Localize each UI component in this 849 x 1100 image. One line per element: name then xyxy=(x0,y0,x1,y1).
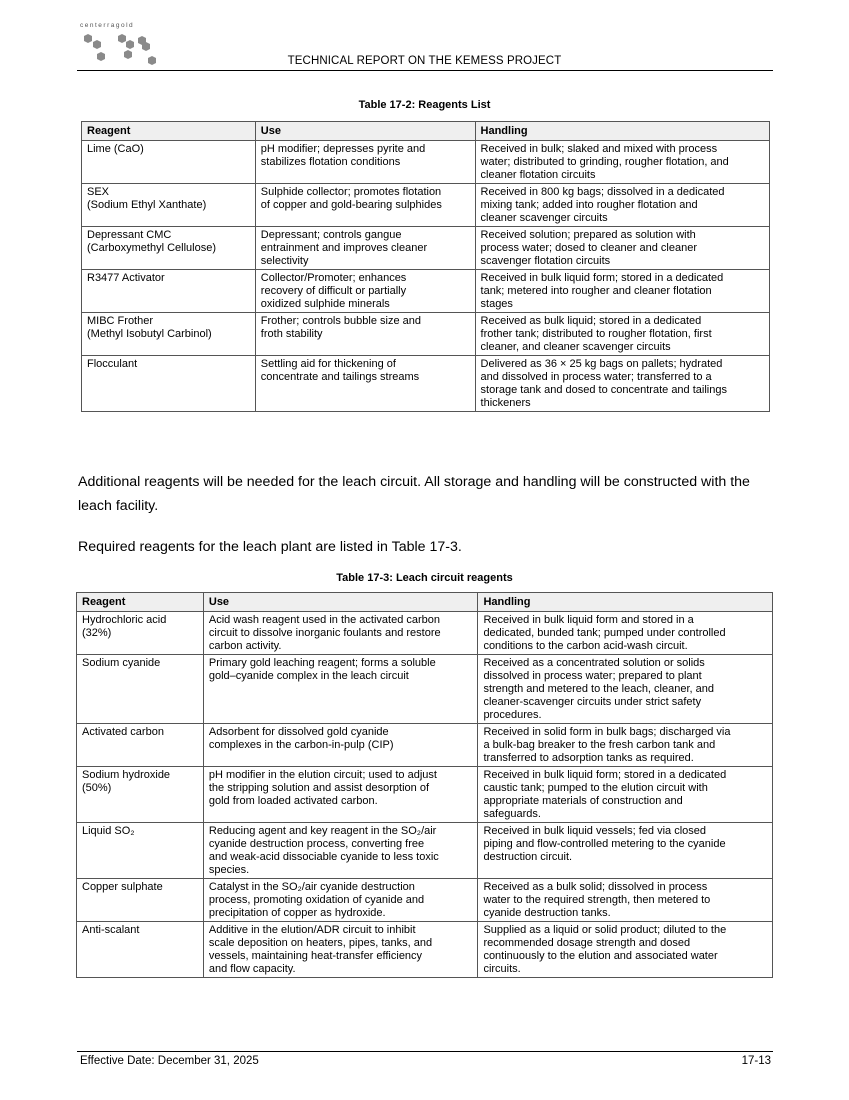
cell-line: water to the required strength, then metered to xyxy=(483,894,711,906)
cell-line: the stripping solution and assist desorption of xyxy=(208,782,430,794)
cell-handling xyxy=(475,270,769,313)
cell-line: Hydrochloric acid xyxy=(82,614,167,626)
cell-line: process, promoting oxidation of cyanide and xyxy=(208,894,425,906)
cell-line: carbon activity. xyxy=(208,640,282,652)
cell-line: recommended dosage strength and dosed xyxy=(483,937,691,949)
leach-reagents-body xyxy=(77,612,773,978)
cell-line: Received in solid form in bulk bags; discharged via xyxy=(483,726,731,738)
cell-line: safeguards. xyxy=(483,808,541,820)
cell-line: Copper sulphate xyxy=(82,881,163,893)
cell-handling xyxy=(475,356,769,412)
cell-line: Received in bulk; slaked and mixed with process xyxy=(480,143,718,155)
column-header-handling: Handling xyxy=(478,593,773,612)
cell-reagent xyxy=(82,227,256,270)
cell-reagent xyxy=(77,612,204,655)
column-header-handling: Handling xyxy=(475,122,769,141)
table-caption-reagents-list: Table 17-2: Reagents List xyxy=(358,99,491,111)
cell-line: Received solution; prepared as solution with xyxy=(480,229,696,241)
column-header-reagent: Reagent xyxy=(77,593,204,612)
table-row xyxy=(77,655,773,724)
footer-divider xyxy=(77,1051,773,1052)
cell-line: continuously to the elution and associated water xyxy=(483,950,718,962)
cell-line: pH modifier; depresses pyrite and xyxy=(260,143,426,155)
table-row xyxy=(77,879,773,922)
cell-handling xyxy=(478,612,773,655)
cell-use xyxy=(255,184,475,227)
cell-line: froth stability xyxy=(260,328,323,340)
cell-line: circuit to dissolve inorganic foulants and restore xyxy=(208,627,441,639)
cell-line: Catalyst in the SO₂/air cyanide destruction xyxy=(208,881,415,893)
cell-line: SEX xyxy=(87,186,110,198)
column-header-reagent: Reagent xyxy=(82,122,256,141)
cell-handling xyxy=(475,313,769,356)
cell-line: Sodium cyanide xyxy=(82,657,161,669)
cell-line: stages xyxy=(480,298,513,310)
cell-line: Activated carbon xyxy=(82,726,164,738)
column-header-use: Use xyxy=(255,122,475,141)
table-row xyxy=(77,612,773,655)
table-row xyxy=(77,823,773,879)
cell-use xyxy=(255,356,475,412)
logo-wordmark: centerragold xyxy=(80,22,135,29)
cell-handling xyxy=(475,184,769,227)
cell-line: cleaner flotation circuits xyxy=(480,169,596,181)
cell-line: Sodium hydroxide xyxy=(82,769,171,781)
cell-handling xyxy=(478,767,773,823)
cell-line: Received as bulk liquid; stored in a dedicated xyxy=(480,315,702,327)
cell-line: Liquid SO₂ xyxy=(82,825,135,837)
cell-line: Acid wash reagent used in the activated carbon xyxy=(208,614,441,626)
table-row xyxy=(82,227,770,270)
cell-line: procedures. xyxy=(483,709,542,721)
cell-line: Additive in the elution/ADR circuit to inhibit xyxy=(208,924,416,936)
cell-line: (Carboxymethyl Cellulose) xyxy=(87,242,216,254)
cell-line: Collector/Promoter; enhances xyxy=(260,272,407,284)
cell-line: destruction circuit. xyxy=(483,851,573,863)
cell-line: (Sodium Ethyl Xanthate) xyxy=(87,199,207,211)
cell-line: Received in bulk liquid form; stored in a dedicated xyxy=(480,272,724,284)
cell-line: thickeners xyxy=(480,397,531,409)
cell-use xyxy=(203,922,478,978)
paragraph-required-reagents: Required reagents for the leach plant are listed in Table 17-3. xyxy=(78,539,462,555)
cell-line: and weak-acid dissociable cyanide to less toxic xyxy=(208,851,439,863)
cell-line: precipitation of copper as hydroxide. xyxy=(208,907,386,919)
table-row xyxy=(82,141,770,184)
cell-line: complexes in the carbon-in-pulp (CIP) xyxy=(208,739,394,751)
cell-line: cleaner-scavenger circuits under strict safety xyxy=(483,696,702,708)
cell-line: entrainment and improves cleaner xyxy=(260,242,428,254)
table-row xyxy=(82,356,770,412)
cell-line: Frother; controls bubble size and xyxy=(260,315,421,327)
cell-line: concentrate and tailings streams xyxy=(260,371,420,383)
cell-line: Received as a concentrated solution or solids xyxy=(483,657,705,669)
cell-line: process water; dosed to cleaner and cleaner xyxy=(480,242,697,254)
cell-use xyxy=(203,767,478,823)
cell-use xyxy=(203,655,478,724)
table-row xyxy=(82,184,770,227)
cell-line: Received in bulk liquid vessels; fed via closed xyxy=(483,825,706,837)
cell-line: vessels, maintaining heat-transfer efficiency xyxy=(208,950,423,962)
cell-line: transferred to adsorption tanks as required. xyxy=(483,752,694,764)
cell-line: tank; metered into rougher and cleaner flotation xyxy=(480,285,712,297)
cell-use xyxy=(255,313,475,356)
cell-line: dedicated, bunded tank; pumped under controlled xyxy=(483,627,726,639)
cell-use xyxy=(203,823,478,879)
cell-use xyxy=(203,612,478,655)
cell-line: Anti-scalant xyxy=(82,924,140,936)
cell-reagent xyxy=(82,313,256,356)
cell-line: Received in bulk liquid form; stored in a dedicated xyxy=(483,769,727,781)
cell-line: cyanide destruction tanks. xyxy=(483,907,611,919)
cell-use xyxy=(255,141,475,184)
table-caption-leach-reagents: Table 17-3: Leach circuit reagents xyxy=(336,572,513,584)
table-row xyxy=(77,724,773,767)
cell-line: Supplied as a liquid or solid product; diluted to the xyxy=(483,924,727,936)
cell-reagent xyxy=(77,724,204,767)
cell-line: Sulphide collector; promotes flotation xyxy=(260,186,442,198)
cell-handling xyxy=(478,879,773,922)
leach-reagents-table xyxy=(76,592,773,978)
cell-line: mixing tank; added into rougher flotation and xyxy=(480,199,698,211)
cell-line: caustic tank; pumped to the elution circuit with xyxy=(483,782,708,794)
cell-line: Depressant CMC xyxy=(87,229,172,241)
table-row xyxy=(82,270,770,313)
footer-page-number: 17-13 xyxy=(741,1055,771,1067)
cell-line: oxidized sulphide minerals xyxy=(260,298,390,310)
cell-line: MIBC Frother xyxy=(87,315,154,327)
cell-reagent xyxy=(82,141,256,184)
cell-use xyxy=(203,879,478,922)
cell-handling xyxy=(478,823,773,879)
cell-reagent xyxy=(77,655,204,724)
cell-line: pH modifier in the elution circuit; used to adjust xyxy=(208,769,437,781)
cell-line: cleaner scavenger circuits xyxy=(480,212,608,224)
cell-line: frother tank; distributed to rougher flotation, first xyxy=(480,328,712,340)
cell-reagent xyxy=(77,879,204,922)
cell-line: selectivity xyxy=(260,255,309,267)
table-row xyxy=(77,922,773,978)
table-row xyxy=(82,313,770,356)
cell-line: cleaner, and cleaner scavenger circuits xyxy=(480,341,671,353)
cell-line: Received in 800 kg bags; dissolved in a dedicated xyxy=(480,186,725,198)
cell-line: Delivered as 36 × 25 kg bags on pallets; hydrated xyxy=(480,358,723,370)
cell-handling xyxy=(475,227,769,270)
cell-line: species. xyxy=(208,864,250,876)
cell-reagent xyxy=(77,922,204,978)
cell-line: and flow capacity. xyxy=(208,963,296,975)
cell-line: Received as a bulk solid; dissolved in process xyxy=(483,881,708,893)
cell-line: Lime (CaO) xyxy=(87,143,144,155)
paragraph-additional-reagents: Additional reagents will be needed for the leach circuit. All storage and handling will be constructed with the leach facility. xyxy=(78,474,750,514)
cell-line: recovery of difficult or partially xyxy=(260,285,407,297)
table-header-row xyxy=(82,122,770,141)
cell-line: R3477 Activator xyxy=(87,272,165,284)
cell-line: Received in bulk liquid form and stored in a xyxy=(483,614,694,626)
cell-line: stabilizes flotation conditions xyxy=(260,156,401,168)
cell-line: circuits. xyxy=(483,963,521,975)
cell-use xyxy=(255,227,475,270)
cell-line: Depressant; controls gangue xyxy=(260,229,402,241)
cell-handling xyxy=(478,922,773,978)
cell-use xyxy=(255,270,475,313)
cell-line: Reducing agent and key reagent in the SO₂/air xyxy=(208,825,437,837)
reagents-list-table xyxy=(81,121,770,412)
cell-handling xyxy=(475,141,769,184)
cell-reagent xyxy=(77,823,204,879)
cell-line: (32%) xyxy=(82,627,112,639)
cell-handling xyxy=(478,724,773,767)
header-divider xyxy=(77,70,773,71)
cell-line: strength and metered to the leach, cleaner, and xyxy=(483,683,714,695)
cell-reagent xyxy=(82,356,256,412)
cell-line: and dissolved in process water; transferred to a xyxy=(480,371,712,383)
cell-line: a bulk-bag breaker to the fresh carbon tank and xyxy=(483,739,716,751)
cell-line: Primary gold leaching reagent; forms a soluble xyxy=(208,657,436,669)
cell-line: gold–cyanide complex in the leach circuit xyxy=(208,670,409,682)
cell-line: scale deposition on heaters, pipes, tanks, and xyxy=(208,937,433,949)
cell-line: water; distributed to grinding, rougher flotation, and xyxy=(480,156,729,168)
cell-line: storage tank and dosed to concentrate and tailings xyxy=(480,384,727,396)
report-header-title: TECHNICAL REPORT ON THE KEMESS PROJECT xyxy=(287,55,562,67)
cell-line: cyanide destruction process, converting free xyxy=(208,838,425,850)
cell-line: (Methyl Isobutyl Carbinol) xyxy=(87,328,212,340)
cell-line: conditions to the carbon acid-wash circuit. xyxy=(483,640,688,652)
cell-line: appropriate materials of construction and xyxy=(483,795,683,807)
column-header-use: Use xyxy=(203,593,478,612)
cell-line: Settling aid for thickening of xyxy=(260,358,396,370)
cell-reagent xyxy=(82,184,256,227)
table-header-row xyxy=(77,593,773,612)
cell-line: gold from loaded activated carbon. xyxy=(208,795,378,807)
cell-reagent xyxy=(77,767,204,823)
cell-line: Flocculant xyxy=(87,358,138,370)
cell-line: scavenger flotation circuits xyxy=(480,255,611,267)
cell-line: of copper and gold-bearing sulphides xyxy=(260,199,442,211)
cell-line: (50%) xyxy=(82,782,112,794)
table-row xyxy=(77,767,773,823)
cell-line: piping and flow-controlled metering to the cyanide xyxy=(483,838,726,850)
footer-effective-date: Effective Date: December 31, 2025 xyxy=(80,1055,259,1067)
cell-line: dissolved in process water; prepared to plant xyxy=(483,670,702,682)
reagents-list-body xyxy=(82,141,770,412)
cell-line: Adsorbent for dissolved gold cyanide xyxy=(208,726,389,738)
cell-handling xyxy=(478,655,773,724)
cell-use xyxy=(203,724,478,767)
cell-reagent xyxy=(82,270,256,313)
